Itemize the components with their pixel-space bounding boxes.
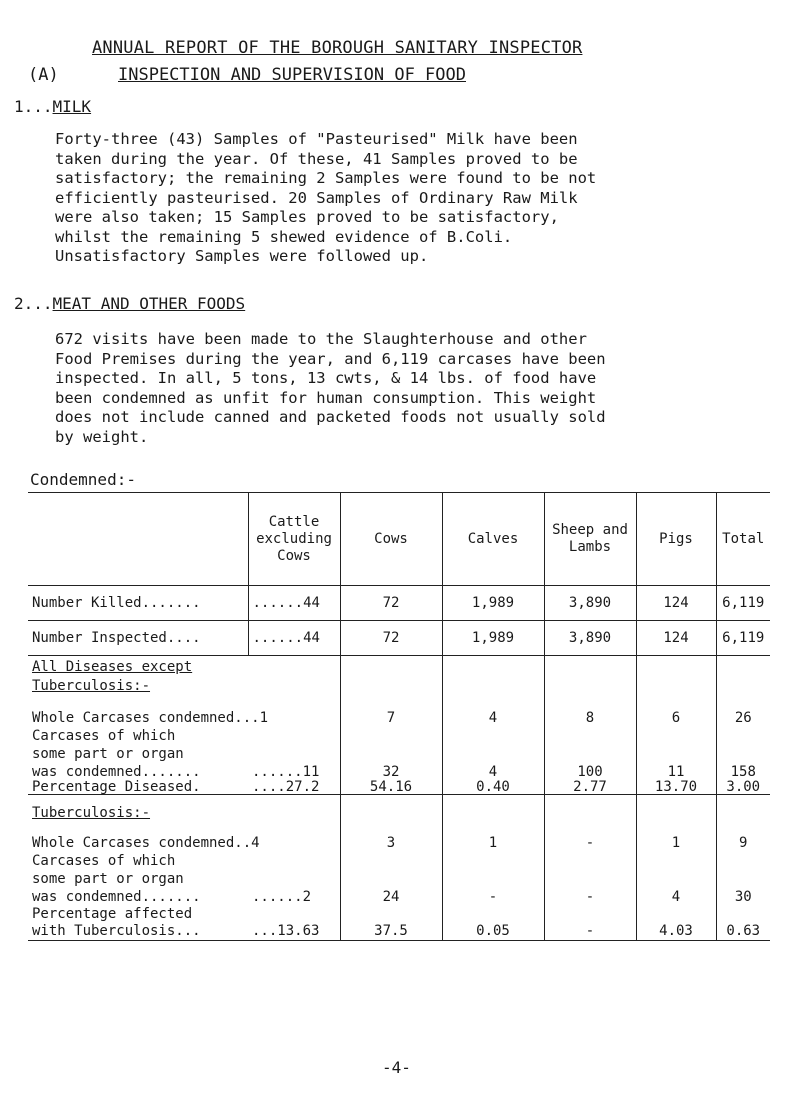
header-calves: Calves xyxy=(442,493,544,586)
cell: 54.16 xyxy=(369,779,413,795)
diseases-heading-1: All Diseases except xyxy=(32,659,193,675)
cell: 6 xyxy=(671,710,681,726)
milk-line: Forty-three (43) Samples of "Pasteurised" Milk have been xyxy=(55,130,578,148)
tb-calves-cell xyxy=(442,795,544,941)
cell: 3 xyxy=(386,835,396,851)
cell: 72 xyxy=(340,621,442,656)
diseases-sheep-cell xyxy=(544,656,636,795)
tb-pct-label-1: Percentage affected xyxy=(32,906,193,922)
header-sheep: Sheep and Lambs xyxy=(544,493,636,586)
cell: 1,989 xyxy=(442,621,544,656)
cell: 4 xyxy=(488,764,498,780)
diseases-heading-2: Tuberculosis:- xyxy=(32,678,151,694)
cell: 0.63 xyxy=(726,923,761,939)
diseases-pigs-cell xyxy=(636,656,716,795)
diseases-pct-cattle: ....27.2 xyxy=(252,779,320,795)
diseases-cows-cell xyxy=(340,656,442,795)
cell: 4.03 xyxy=(659,923,693,939)
diseases-part-label-1: Carcases of which xyxy=(32,728,176,744)
diseases-part-cattle: ......11 xyxy=(252,764,320,780)
diseases-whole-label: Whole Carcases condemned...1 xyxy=(32,710,269,726)
report-title: ANNUAL REPORT OF THE BOROUGH SANITARY INSPECTOR xyxy=(92,38,583,58)
meat-line: been condemned as unfit for human consumption. This weight xyxy=(55,388,597,407)
cell: 3,890 xyxy=(544,586,636,621)
cell: 3,890 xyxy=(544,621,636,656)
milk-line: Unsatisfactory Samples were followed up. xyxy=(55,247,429,265)
diseases-part-label-2: some part or organ xyxy=(32,746,184,762)
row-label: Number Killed....... xyxy=(28,586,248,621)
cell: 1 xyxy=(488,835,498,851)
diseases-pct-label: Percentage Diseased. xyxy=(32,779,201,795)
header-cattle: Cattle excluding Cows xyxy=(248,493,340,586)
diseases-total-cell xyxy=(716,656,770,795)
tb-part-cattle: ......2 xyxy=(252,889,312,905)
cell: 9 xyxy=(739,835,748,851)
header-total: Total xyxy=(716,493,770,586)
milk-heading-text: MILK xyxy=(52,97,92,116)
cell: 1 xyxy=(671,835,681,851)
cell: 30 xyxy=(734,889,752,905)
tb-total-cell xyxy=(716,795,770,941)
cell: 158 xyxy=(730,764,756,780)
meat-line: Food Premises during the year, and 6,119 carcases have been xyxy=(55,349,606,368)
milk-heading xyxy=(14,97,91,116)
tb-pct-label-2: with Tuberculosis... xyxy=(32,923,201,939)
meat-line: by weight. xyxy=(55,427,149,446)
cell: 3.00 xyxy=(726,779,761,795)
cell: 2.77 xyxy=(573,779,607,795)
cell: 37.5 xyxy=(374,923,408,939)
tb-sheep-cell xyxy=(544,795,636,941)
tb-pigs-cell xyxy=(636,795,716,941)
header-blank xyxy=(28,493,248,586)
meat-heading-text: MEAT AND OTHER FOODS xyxy=(52,294,246,313)
cell: 0.05 xyxy=(476,923,510,939)
milk-paragraph xyxy=(55,130,755,267)
cell: 7 xyxy=(386,710,396,726)
milk-number: 1... xyxy=(14,97,53,116)
cell: 26 xyxy=(734,710,752,726)
cell: 11 xyxy=(667,764,685,780)
cell: 4 xyxy=(488,710,498,726)
milk-line: whilst the remaining 5 shewed evidence of B.Coli. xyxy=(55,227,513,246)
tb-pct-cattle: ...13.63 xyxy=(252,923,320,939)
cell: 124 xyxy=(636,586,716,621)
cell: 100 xyxy=(577,764,603,780)
milk-line: taken during the year. Of these, 41 Samples proved to be xyxy=(55,149,578,168)
cell: 1,989 xyxy=(442,586,544,621)
meat-number: 2... xyxy=(14,294,53,313)
tb-part-label-2: some part or organ xyxy=(32,871,184,887)
diseases-label-cell xyxy=(28,656,340,795)
condemned-label: Condemned:- xyxy=(30,470,136,489)
section-title: INSPECTION AND SUPERVISION OF FOOD xyxy=(118,65,466,85)
header-cows: Cows xyxy=(340,493,442,586)
row-label: Number Inspected.... xyxy=(28,621,248,656)
cell: - xyxy=(488,889,498,905)
cell: 32 xyxy=(382,764,400,780)
tb-heading: Tuberculosis:- xyxy=(32,805,151,821)
milk-line: satisfactory; the remaining 2 Samples were found to be not xyxy=(55,169,597,187)
cell: 0.40 xyxy=(476,779,510,795)
table-row-inspected xyxy=(28,621,770,656)
section-letter: (A) xyxy=(28,65,59,85)
cell: 13.70 xyxy=(654,779,698,795)
tb-part-label-3: was condemned....... xyxy=(32,889,201,905)
cell: - xyxy=(585,835,595,851)
meat-line: does not include canned and packeted foods not usually sold xyxy=(55,408,606,426)
meat-line: 672 visits have been made to the Slaughterhouse and other xyxy=(55,330,587,348)
header-pigs: Pigs xyxy=(636,493,716,586)
diseases-part-label-3: was condemned....... xyxy=(32,764,201,780)
meat-heading xyxy=(14,294,245,313)
tb-cows-cell xyxy=(340,795,442,941)
milk-line: were also taken; 15 Samples proved to be satisfactory, xyxy=(55,208,559,226)
tb-part-label-1: Carcases of which xyxy=(32,853,176,869)
cell: 8 xyxy=(585,710,595,726)
meat-line: inspected. In all, 5 tons, 13 cwts, & 14 lbs. of food have xyxy=(55,369,597,387)
table-row-killed xyxy=(28,586,770,621)
condemned-table xyxy=(28,492,770,941)
cell: 6,119 xyxy=(716,586,770,621)
cell: 24 xyxy=(382,889,400,905)
tb-whole-label: Whole Carcases condemned..4 xyxy=(32,835,260,851)
table-group-diseases xyxy=(28,656,770,795)
cell: 6,119 xyxy=(716,621,770,656)
table-header-row xyxy=(28,493,770,586)
cell: ......44 xyxy=(248,621,340,656)
table-group-tuberculosis xyxy=(28,795,770,941)
meat-paragraph xyxy=(55,330,755,447)
cell: ......44 xyxy=(248,586,340,621)
cell: - xyxy=(585,889,595,905)
tb-label-cell xyxy=(28,795,340,941)
cell: 4 xyxy=(671,889,681,905)
cell: 72 xyxy=(340,586,442,621)
cell: 124 xyxy=(636,621,716,656)
diseases-calves-cell xyxy=(442,656,544,795)
page-number: -4- xyxy=(382,1058,411,1077)
cell: - xyxy=(585,923,595,939)
milk-line: efficiently pasteurised. 20 Samples of Ordinary Raw Milk xyxy=(55,188,578,207)
